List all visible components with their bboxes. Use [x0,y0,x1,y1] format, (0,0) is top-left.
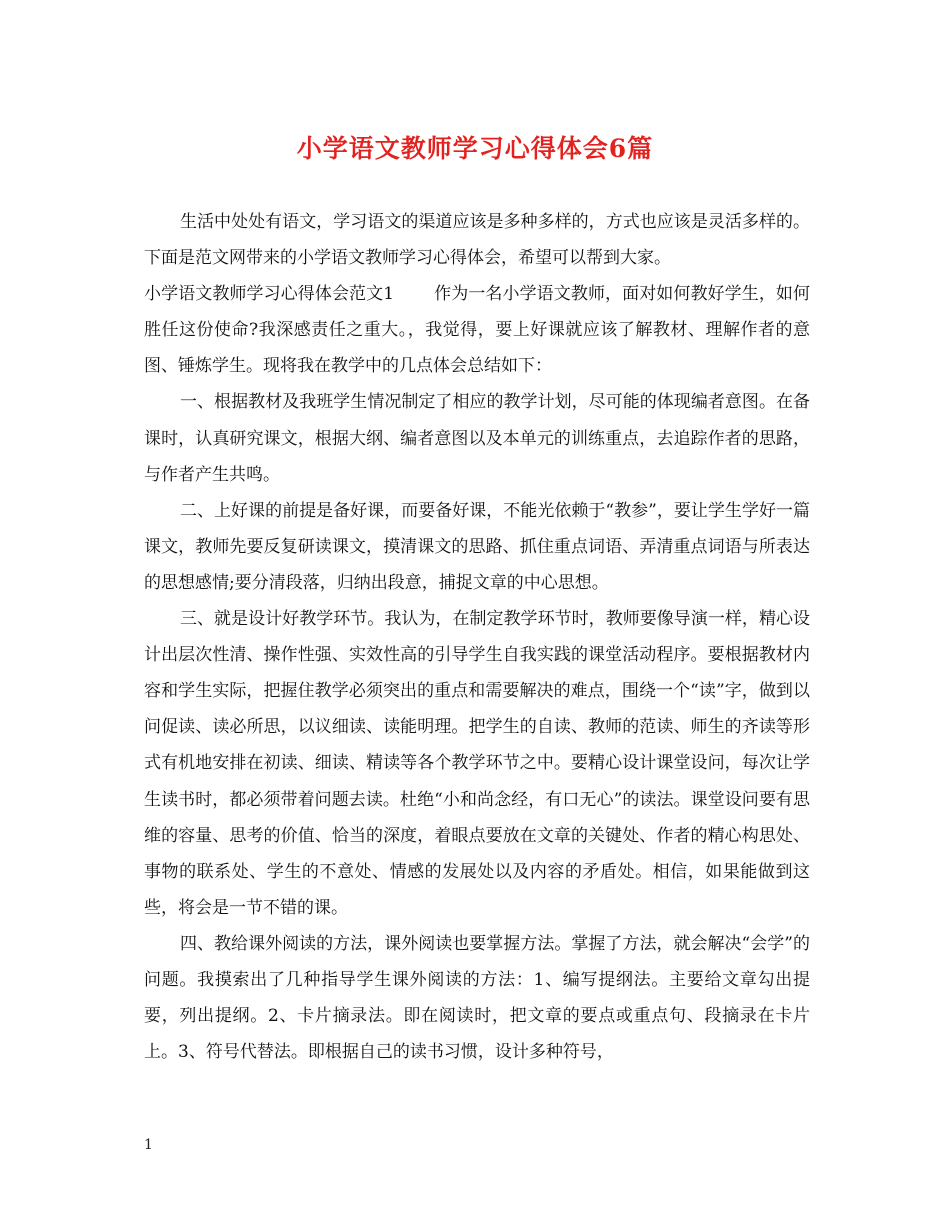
document-title: 小学语文教师学习心得体会6篇 [296,134,654,163]
intro-paragraph: 生活中处处有语文，学习语文的渠道应该是多种多样的，方式也应该是灵活多样的。下面是范文网带来的小学语文教师学习心得体会，希望可以帮到大家。 [144,212,810,269]
document-body [144,204,810,1070]
sample-text: 作为一名小学语文教师，面对如何教好学生，如何胜任这份使命?我深感责任之重大。，我觉得，要上好课就应该了解教材、理解作者的意图、锤炼学生。现将我在教学中的几点体会总结如下： [144,284,810,377]
page-number: 1 [144,1137,153,1153]
sample-heading: 小学语文教师学习心得体会范文1 [144,284,395,305]
point-3-paragraph: 三、就是设计好教学环节。我认为，在制定教学环节时，教师要像导演一样，精心设计出层次性清、操作性强、实效性高的引导学生自我实践的课堂活动程序。要根据教材内容和学生实际，把握住教学必须突出的重点和需要解决的难点，围绕一个“读”字，做到以问促读、读必所思，以议细读、读能明理。把学生的自读、教师的范读、师生的齐读等形式有机地安排在初读、细读、精读等各个教学环节之中。要精心设计课堂设问，每次让学生读书时，都必须带着问题去读。杜绝“小和尚念经，有口无心”的读法。课堂设问要有思维的容量、思考的价值、恰当的深度，着眼点要放在文章的关键处、作者的精心构思处、事物的联系处、学生的不意处、情感的发展处以及内容的矛盾处。相信，如果能做到这些，将会是一节不错的课。 [144,609,810,918]
point-4-paragraph: 四、教给课外阅读的方法，课外阅读也要掌握方法。掌握了方法，就会解决“会学”的问题。我摸索出了几种指导学生课外阅读的方法：1、编写提纲法。主要给文章勾出提要，列出提纲。2、卡片摘录法。即在阅读时，把文章的要点或重点句、段摘录在卡片上。3、符号代替法。即根据自己的读书习惯，设计多种符号， [144,933,810,1063]
point-2-paragraph: 二、上好课的前提是备好课，而要备好课，不能光依赖于“教参”，要让学生学好一篇课文，教师先要反复研读课文，摸清课文的思路、抓住重点词语、弄清重点词语与所表达的思想感情;要分清段落，归纳出段意，捕捉文章的中心思想。 [144,500,810,593]
sample-paragraph [144,276,810,384]
point-1-paragraph: 一、根据教材及我班学生情况制定了相应的教学计划，尽可能的体现编者意图。在备课时，认真研究课文，根据大纲、编者意图以及本单元的训练重点，去追踪作者的思路，与作者产生共鸣。 [144,392,810,485]
